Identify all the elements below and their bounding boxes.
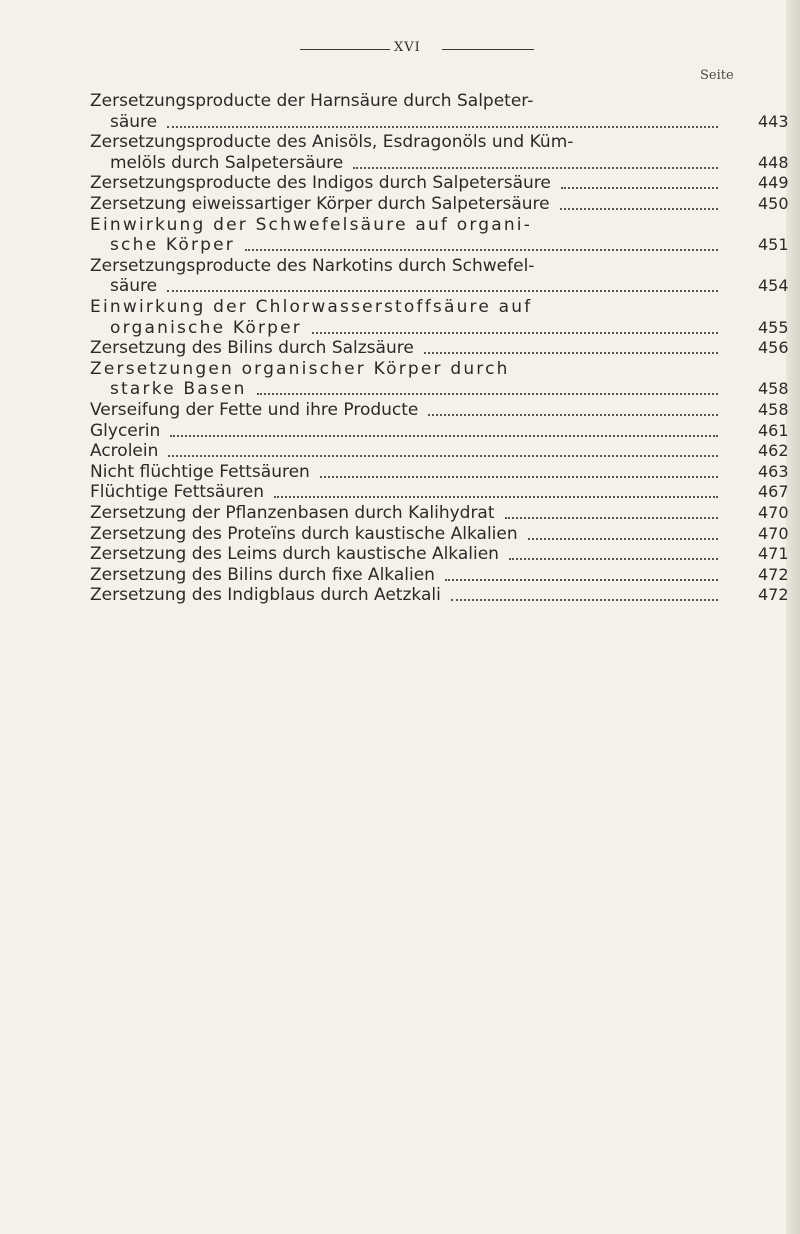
dot-leader xyxy=(320,474,718,478)
toc-entry-text: Zersetzungsproducte des Indigos durch Salpetersäure xyxy=(90,173,555,193)
dot-leader xyxy=(561,185,718,189)
toc-entry-line xyxy=(90,502,740,524)
toc-page-number: 458 xyxy=(758,400,789,419)
dot-leader xyxy=(274,494,718,498)
toc-page-number: 449 xyxy=(758,173,789,193)
toc-entry-line xyxy=(110,111,740,133)
toc-entry-line xyxy=(90,440,740,462)
toc-entry-text: Zersetzung des Bilins durch fixe Alkalien xyxy=(90,565,439,585)
dot-leader xyxy=(560,206,718,210)
toc-entry-line xyxy=(90,193,740,215)
toc-entry-line xyxy=(110,152,740,174)
toc-entry xyxy=(90,193,789,214)
toc-entry-line xyxy=(110,378,740,400)
toc-entry-text: Verseifung der Fette und ihre Producte xyxy=(90,400,422,420)
toc-entry-line xyxy=(90,543,740,565)
dot-leader xyxy=(528,536,718,540)
dot-leader xyxy=(312,330,718,334)
toc-entry-text: melöls durch Salpetersäure xyxy=(110,153,347,173)
toc-entry-text: Zersetzung der Pflanzenbasen durch Kalihydrat xyxy=(90,503,499,523)
toc-entry-text: Zersetzung des Indigblaus durch Aetzkali xyxy=(90,585,445,605)
dot-leader xyxy=(424,350,718,354)
dot-leader xyxy=(168,453,718,457)
toc-entry xyxy=(90,543,789,565)
toc-entry xyxy=(90,564,789,585)
toc-page-number: 467 xyxy=(758,482,789,502)
toc-entry-text: Zersetzungen organischer Körper durch xyxy=(90,359,514,379)
toc-entry xyxy=(90,172,789,194)
toc-entry xyxy=(90,358,789,400)
toc-entry-text: Glycerin xyxy=(90,421,164,441)
toc-entry-text: Zersetzung des Proteïns durch kaustische Alkalien xyxy=(90,524,522,544)
dot-leader xyxy=(451,597,718,601)
toc-entry-text: Einwirkung der Schwefelsäure auf organi- xyxy=(90,215,536,235)
toc-entry-text: Zersetzungsproducte des Anisöls, Esdragonöls und Küm- xyxy=(90,132,577,152)
toc-entry xyxy=(90,131,789,173)
toc-entry xyxy=(90,584,789,606)
dot-leader xyxy=(167,288,718,292)
toc-entry-line xyxy=(90,564,740,586)
dot-leader xyxy=(428,412,718,416)
toc-entry-text: Zersetzungsproducte des Narkotins durch Schwefel- xyxy=(90,256,538,276)
toc-entry-text: Nicht flüchtige Fettsäuren xyxy=(90,462,314,482)
toc-entry-text: starke Basen xyxy=(110,379,251,399)
toc-page-number: 458 xyxy=(758,379,789,399)
toc-entry-line xyxy=(90,523,740,545)
toc-page-number: 455 xyxy=(758,317,789,337)
toc-entry-line xyxy=(90,481,740,503)
dot-leader xyxy=(167,124,718,128)
dot-leader xyxy=(509,556,718,560)
toc-page-number: 451 xyxy=(758,235,789,255)
toc-page-number: 463 xyxy=(758,461,789,481)
dot-leader xyxy=(445,577,718,581)
toc-entry-text: Flüchtige Fettsäuren xyxy=(90,482,268,502)
toc-entry-text: Zersetzung des Bilins durch Salzsäure xyxy=(90,338,418,358)
toc-entry xyxy=(90,214,789,256)
toc-entry xyxy=(90,440,789,462)
toc-entry-line xyxy=(90,584,740,606)
toc-entry-text: sche Körper xyxy=(110,235,239,255)
toc-entry xyxy=(90,90,789,132)
toc-entry xyxy=(90,523,789,544)
toc-entry-line xyxy=(110,317,740,339)
page-column-label: Seite xyxy=(700,68,734,83)
toc-entry-text: säure xyxy=(110,112,161,132)
toc-entry-text: säure xyxy=(110,276,161,296)
toc-entry-line xyxy=(90,358,740,380)
dot-leader xyxy=(353,165,718,169)
toc-page-number: 471 xyxy=(758,544,789,564)
toc-entry-line xyxy=(90,420,740,442)
page-numeral: XVI xyxy=(394,40,421,55)
toc-entry-line xyxy=(110,275,740,297)
toc-page-number: 448 xyxy=(758,152,789,172)
toc-entry-line xyxy=(90,172,740,194)
toc-entry-line xyxy=(90,461,740,483)
toc-page-number: 472 xyxy=(758,585,789,605)
toc-page-number: 456 xyxy=(758,338,789,358)
dot-leader xyxy=(245,247,718,251)
toc-entry-line xyxy=(110,234,740,256)
toc-entry-text: Zersetzung eiweissartiger Körper durch Salpetersäure xyxy=(90,194,554,214)
toc-entry xyxy=(90,461,789,482)
toc-page-number: 443 xyxy=(758,111,789,131)
toc-entry xyxy=(90,337,789,359)
toc-entry xyxy=(90,481,789,503)
toc-page-number: 454 xyxy=(758,276,789,296)
toc-entry-line xyxy=(90,131,740,153)
toc-entry-text: Zersetzung des Leims durch kaustische Alkalien xyxy=(90,544,503,564)
toc-page-number: 472 xyxy=(758,564,789,584)
toc-entry-text: Zersetzungsproducte der Harnsäure durch Salpeter- xyxy=(90,91,537,111)
toc-entry xyxy=(90,296,789,338)
toc-entry-text: Acrolein xyxy=(90,441,162,461)
toc-page-number: 462 xyxy=(758,441,789,461)
toc-entry-line xyxy=(90,255,740,277)
toc-entry-line xyxy=(90,296,740,318)
toc-entry-text: organische Körper xyxy=(110,318,306,338)
toc-entry-line xyxy=(90,214,740,236)
toc-entry-line xyxy=(90,399,740,421)
toc-entry-text: Einwirkung der Chlorwasserstoffsäure auf xyxy=(90,297,536,317)
toc-entry xyxy=(90,255,789,297)
toc-entry-line xyxy=(90,90,740,112)
toc-page-number: 470 xyxy=(758,503,789,522)
toc-entry xyxy=(90,399,789,420)
dot-leader xyxy=(170,433,718,437)
toc-entry-line xyxy=(90,337,740,359)
toc-entry xyxy=(90,502,789,523)
dot-leader xyxy=(257,391,718,395)
dot-leader xyxy=(505,515,718,519)
toc-entry xyxy=(90,420,789,441)
toc-page-number: 450 xyxy=(758,194,789,213)
toc-page-number: 461 xyxy=(758,420,789,440)
toc-page-number: 470 xyxy=(758,523,789,543)
